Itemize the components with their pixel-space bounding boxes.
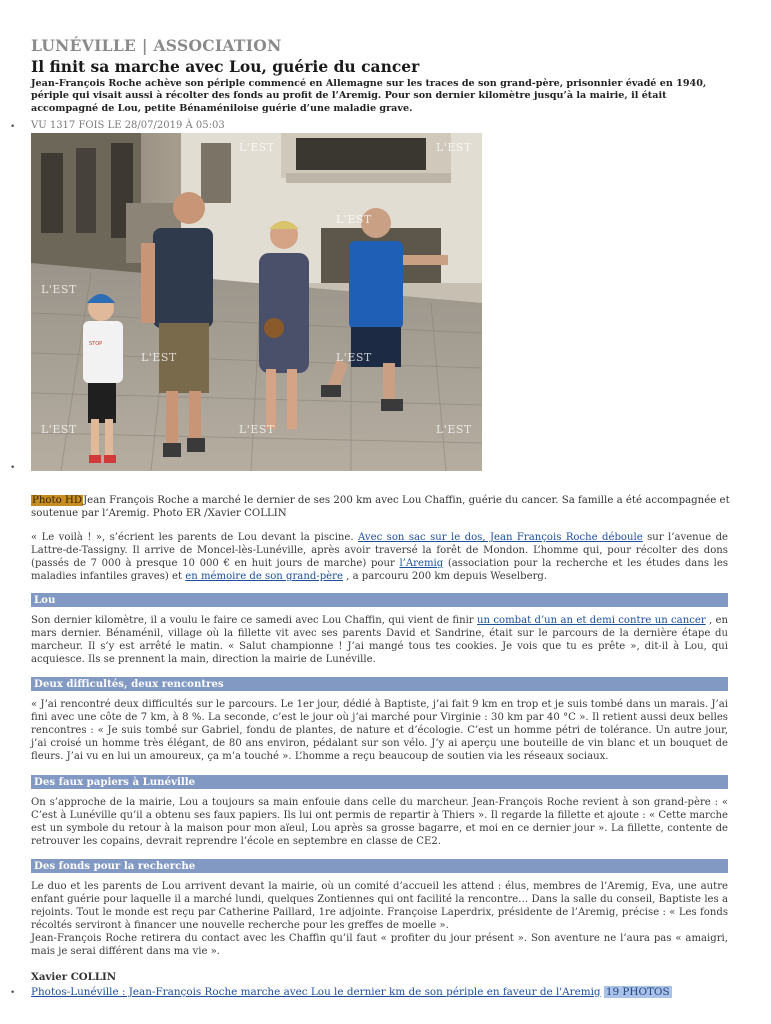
intro-paragraph (31, 531, 728, 583)
photo-watermark: L'EST (436, 141, 472, 154)
link-grand-pere[interactable]: en mémoire de son grand-père (185, 571, 343, 583)
photo-watermark: L'EST (41, 283, 77, 296)
photo-watermark: L'EST (436, 423, 472, 436)
section-fonds-paragraph (31, 880, 728, 959)
article-headline: Il finit sa marche avec Lou, guérie du cancer (31, 57, 420, 76)
link-aremig[interactable]: l’Aremig (399, 558, 444, 570)
photo-watermark: L'EST (41, 423, 77, 436)
svg-text:STOP: STOP (89, 341, 103, 347)
section-text: Son dernier kilomètre, il a voulu le faire ce samedi avec Lou Chaffin, qui vient de finir (31, 615, 478, 626)
link-sac-sur-le-dos[interactable]: Avec son sac sur le dos, Jean François Roche déboule (358, 532, 643, 543)
photo-watermark: L'EST (336, 351, 372, 364)
section-faux-papiers-paragraph: On s’approche de la mairie, Lou a toujours sa main enfouie dans celle du marcheur. Jean-François Roche revient à son grand-père : « C’est à Lunéville qu’il a obtenu ses faux papiers. Ils lui ont permis de repartir à Thiers ». Il regarde la fillette et ajoute : « Cette marche est un symbole du retour à la maison pour mon aïeul, Lou après sa grosse bagarre, et moi en ce dernier jour ». La fillette, contente de retrouver les copains, devrait reprendre l’école en septembre en classe de CE2. (31, 797, 728, 848)
bullet-icon: • (10, 463, 16, 473)
section-title: Lou (34, 594, 56, 606)
intro-text: « Le voilà ! », s’écrient les parents de Lou devant la piscine. (31, 532, 359, 543)
article-photo[interactable] (31, 133, 482, 471)
section-header-fonds (31, 859, 728, 873)
intro-text: sur l’avenue de Lattre-de-Tassigny. Il arrive de Moncel-lès-Lunéville, après avoir traversé la forêt de Mondon. L’homme qui, pour récolter des dons (passés de 7 000 à presque 10 000 € en huit jours de marche) pour (31, 532, 729, 570)
photo-watermark: L'EST (336, 213, 372, 226)
intro-text: , a parcouru 200 km depuis Weselberg. (342, 571, 548, 583)
article-lead: Jean-François Roche achève son périple commencé en Allemagne sur les traces de son grand-père, prisonnier évadé en 1940, périple qui visait aussi à récolter des fonds au profit de l’Aremig. Pour son dernier kilomètre jusqu’à la mairie, il était accompagné de Lou, petite Bénaméniloise guérie d’une maladie grave. (31, 78, 707, 114)
caption-text: Jean François Roche a marché le dernier de ses 200 km avec Lou Chaffin, guérie du cancer. Sa famille a été accompagnée et soutenue par l’Aremig. Photo ER /Xavier COLLIN (31, 495, 730, 519)
section-title: Des fonds pour la recherche (34, 860, 196, 872)
photo-illustration (31, 133, 482, 471)
photo-gallery-link[interactable] (31, 986, 672, 998)
section-text: , en mars dernier. Bénaménil, village où la fillette vit avec ses parents David et Sandrine, était sur le parcours de la dernière étape du marcheur. Il s’y est arrêté le matin. « Salut championne ! J’ai mangé tous tes cookies. Je vois que tu es prête », dit-il à Lou, qui acquiesce. Ils se prennent la main, direction la mairie de Lunéville. (31, 615, 728, 666)
photo-hd-badge[interactable]: Photo HD (32, 495, 83, 506)
photo-count-badge[interactable]: 19 PHOTOS (605, 986, 670, 998)
section-header-difficultes (31, 677, 728, 691)
section-text: Le duo et les parents de Lou arrivent devant la mairie, où un comité d’accueil les attend : élus, membres de l’Aremig, Eva, une autre enfant guérie pour laquelle il a marché lundi, quelques Zontiennes qui ont facilité la rencontre… Dans la salle du conseil, Baptiste les a rejoints. Tout le monde est reçu par Catherine Paillard, 1re adjointe. Françoise Laperdrix, présidente de l’Aremig, précise : « Les fonds récoltés serviront à financer une nouvelle recherche pour les greffes de moelle ». (31, 881, 728, 932)
section-header-faux-papiers (31, 775, 728, 789)
link-combat-cancer[interactable]: un combat d’un an et demi contre un cancer (477, 615, 706, 626)
section-text: Jean-François Roche retirera du contact avec les Chaffin qu’il faut « profiter du jour présent ». Son aventure ne l’aura pas « amaigri, mais je serai différent dans ma vie ». (31, 933, 728, 958)
section-lou-paragraph (31, 614, 728, 666)
bullet-icon: • (10, 988, 16, 998)
bullet-icon: • (10, 122, 16, 132)
photo-watermark: L'EST (141, 351, 177, 364)
article-kicker: LUNÉVILLE | ASSOCIATION (31, 36, 282, 55)
section-difficultes-paragraph: « J’ai rencontré deux difficultés sur le parcours. Le 1er jour, dédié à Baptiste, j’ai fait 9 km en trop et je suis tombé dans un marais. J’ai fini avec une côte de 7 km, à 8 %. La seconde, c’est le jour où j’ai marché pour Virginie : 30 km par 40 °C ». Il retient aussi deux belles rencontres : « Je suis tombé sur Gabriel, fondu de plantes, de nature et d’écologie. C’est un homme pétri de tolérance. Un autre jour, j’ai croisé un homme très élégant, de 80 ans environ, pédalant sur son vélo. J’y ai aperçu une bouteille de vin blanc et un bouquet de fleurs. J’ai vu en lui un amoureux, ça m’a touché ». L’homme a reçu beaucoup de soutien via les réseaux sociaux. (31, 699, 728, 763)
section-header-lou (31, 593, 728, 607)
view-count-meta: VU 1317 FOIS LE 28/07/2019 À 05:03 (31, 120, 225, 131)
gallery-link-text[interactable]: Photos-Lunéville : Jean-François Roche marche avec Lou le dernier km de son périple en faveur de l'Aremig (31, 986, 601, 998)
photo-watermark: L'EST (239, 423, 275, 436)
photo-watermark: L'EST (239, 141, 275, 154)
section-title: Deux difficultés, deux rencontres (34, 678, 224, 690)
section-title: Des faux papiers à Lunéville (34, 776, 196, 788)
intro-text: (association pour la recherche et les études dans les maladies infantiles graves) et (31, 558, 728, 583)
article-author: Xavier COLLIN (31, 971, 117, 983)
photo-caption (31, 494, 731, 520)
